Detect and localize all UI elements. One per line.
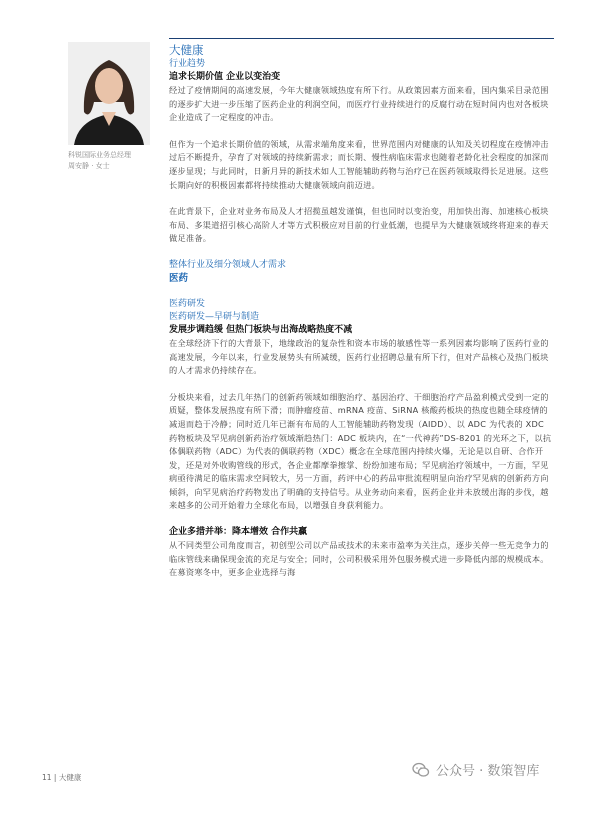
subheading-trend: 行业趋势 [169, 59, 206, 69]
caption-name: 周安静 · 女士 [68, 162, 110, 170]
top-rule [169, 38, 554, 39]
caption-title: 科锐国际业务总经理 [68, 151, 131, 159]
paragraph-2: 但作为一个追求长期价值的领域，从需求端角度来看，世界范围内对健康的认知及关切程度在疫情冲击过后不断提升，孕育了对领域的持续新需求；而长期、慢性病临床需求也随着老龄化社会程度的加深而逐步显现；与此同时，日新月异的新技术如人工智能辅助药物与治疗已在医药领域取得长足进展。这些长期向好的积极因素都将持续推动大健康领域向前迈进。 [169, 138, 549, 190]
portrait-photo [68, 42, 150, 145]
section-title: 大健康 [169, 43, 204, 57]
subheading-rnd: 医药研发 [169, 298, 206, 309]
paragraph-4: 在全球经济下行的大背景下，地缘政治的复杂性和资本市场的敏感性等一系列因素均影响了医药行业的高速发展，今年以来，行业发展势头有所减缓，医药行业招聘总量有所下行，但对产品核心及热门板块的人才需求仍持续存在。 [169, 337, 549, 376]
paragraph-1: 经过了疫情期间的高速发展，今年大健康领域热度有所下行。从政策因素方面来看，国内集采目录范围的逐步扩大进一步压缩了医药企业的利润空间，而医疗行业持续进行的反腐行动在短时间内也对各板块企业造成了一定程度的冲击。 [169, 85, 549, 123]
main-column [169, 38, 554, 580]
subheading-rnd-early: 医药研发—早研与制造 [169, 311, 260, 322]
bold-heading-1: 追求长期价值 企业以变治变 [169, 72, 281, 82]
paragraph-3: 在此背景下，企业对业务布局及人才招揽虽越发谨慎，但也同时以变治变，用加快出海、加速核心板块布局、多渠道招引核心高阶人才等方式积极应对目前的行业低潮，也提早为大健康领域终将迎来的春天做足准备。 [169, 206, 549, 244]
watermark-text: 公众号 · 数策智库 [436, 764, 540, 779]
paragraph-5: 分板块来看，过去几年热门的创新药领域如细胞治疗、基因治疗、干细胞治疗产品盈利模式受到一定的质疑，整体发展热度有所下滑；而肿瘤疫苗、mRNA 疫苗、SiRNA 核酸药板块的热度也随全球疫情的减退而趋于冷静；同时近几年已渐有布局的人工智能辅助药物发现（AIDD）、以 ADC 为代表的 XDC 药物板块及罕见病创新药治疗领域渐趋热门：ADC 板块内，在“一代神药”DS-8201 的光环之下，以抗体偶联药物（ADC）为代表的偶联药物（XDC）概念在全球范围内持续火爆，无论是以自研、合作开发，还是对外收购管线的形式，各企业都摩拳擦掌、纷纷加速布局；罕见病治疗领域中，一方面，罕见病亟待满足的临床需求空间较大，另一方面，药评中心的药品审批流程明显向治疗罕见病的创新药方向倾斜，向罕见病治疗药物发出了明确的支持信号。从业务动向来看，医药企业并未放缓出海的步伐，越来越多的公司开始着力全球化布局，以增强自身获利能力。 [169, 391, 552, 511]
wechat-icon [412, 761, 430, 779]
watermark [412, 760, 539, 779]
subheading-pharma: 医药 [169, 272, 189, 284]
portrait-caption [68, 150, 163, 172]
bold-heading-2: 发展步调趋缓 但热门板块与出海战略热度不减 [169, 324, 353, 335]
paragraph-6: 从不同类型公司角度而言，初创型公司以产品或技术的未来市盈率为关注点，逐步关停一些无竞争力的临床管线来确保现金流的充足与安全；同时，公司积极采用外包服务模式进一步降低内部的规模成本。在募资寒冬中，更多企业选择与海 [169, 540, 549, 578]
bold-heading-3: 企业多措并举：降本增效 合作共赢 [169, 527, 308, 538]
page-footer: 11 | 大健康 [42, 773, 82, 782]
subheading-demand: 整体行业及细分领域人才需求 [169, 259, 287, 270]
